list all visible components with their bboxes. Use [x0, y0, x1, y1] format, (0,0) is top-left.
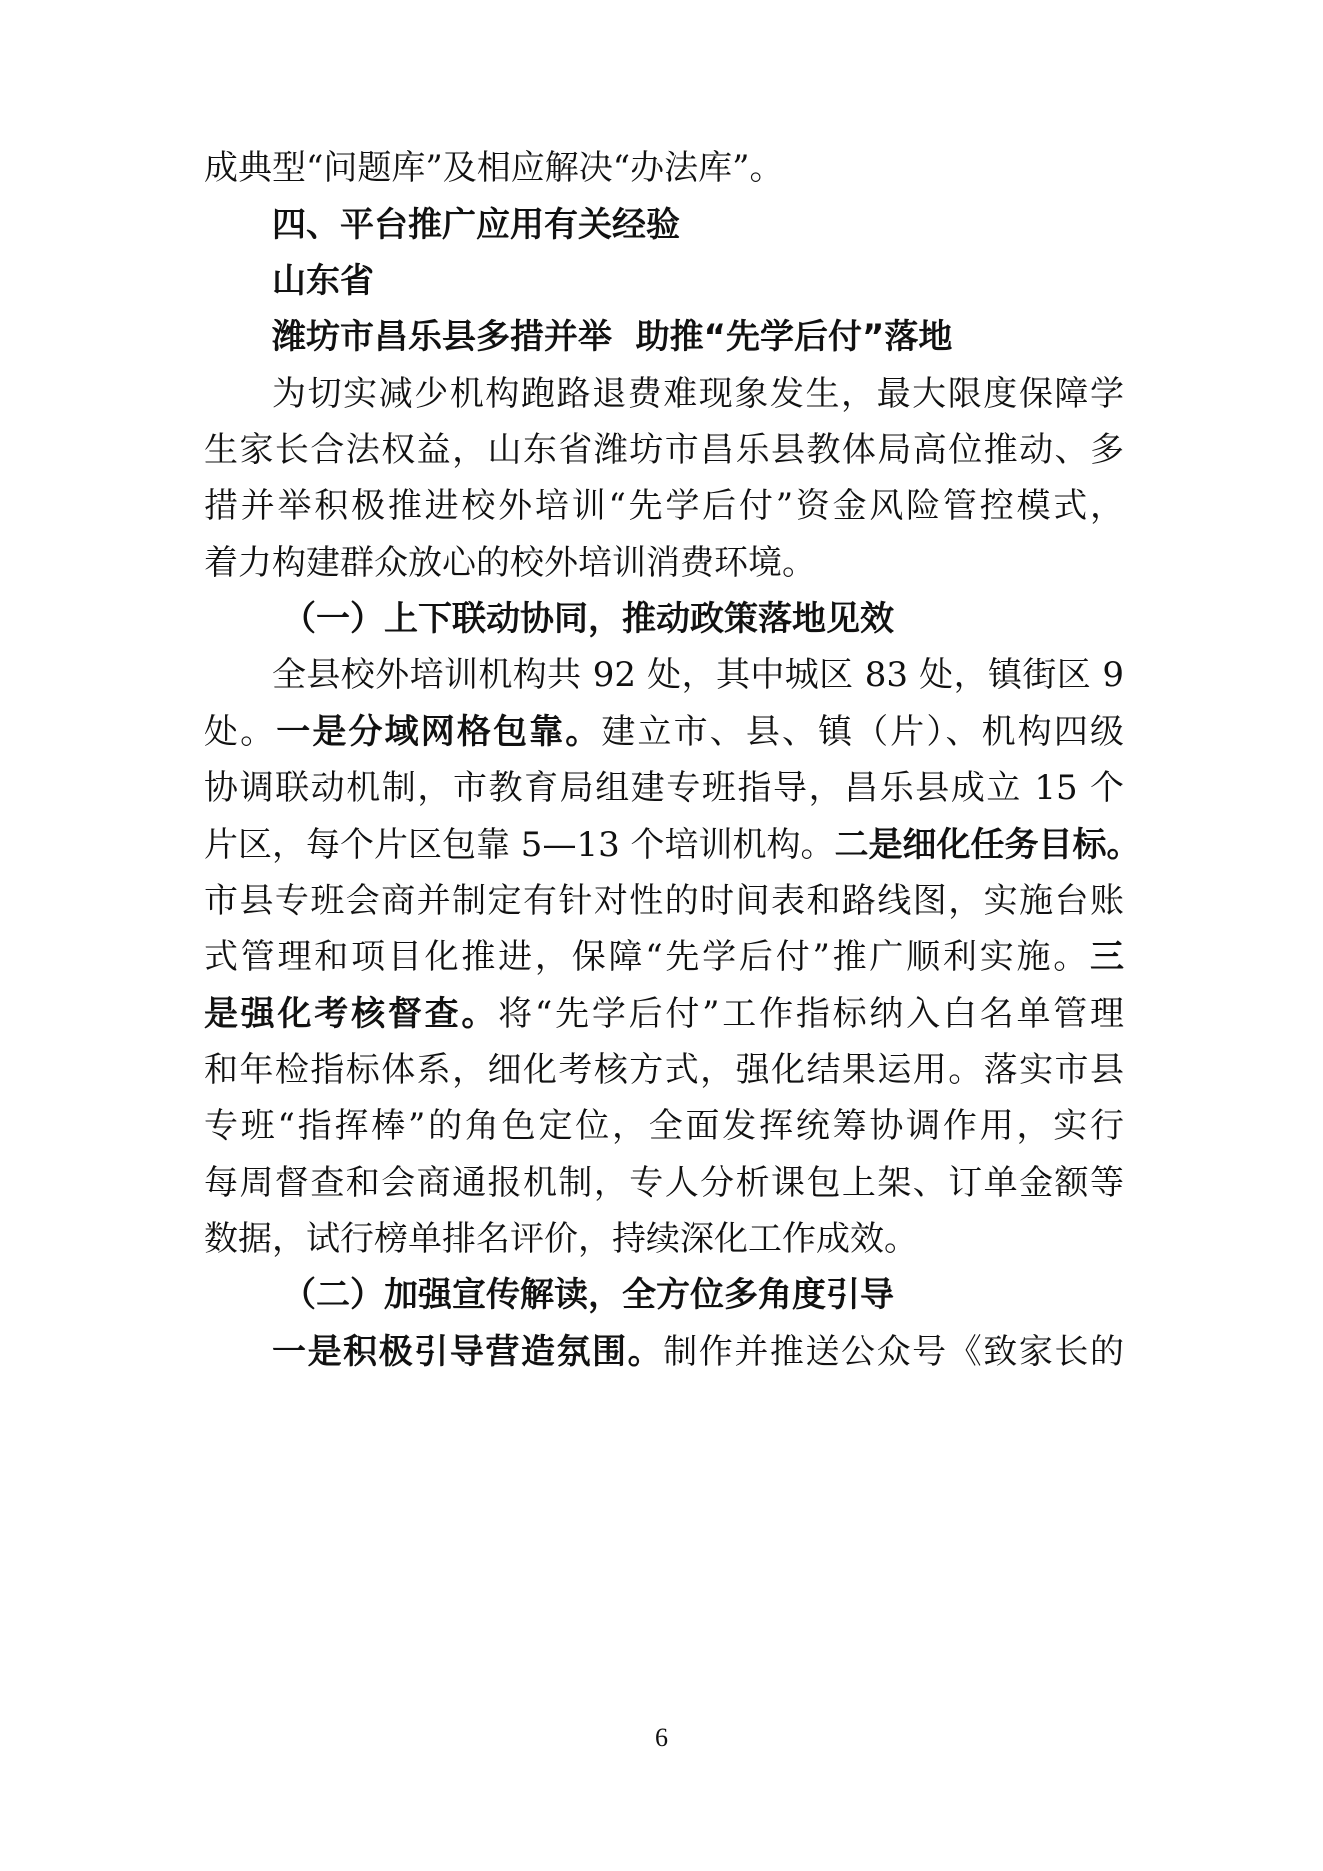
subsection-heading: （二）加强宣传解读，全方位多角度引导: [282, 1275, 894, 1315]
paragraph-line: 措并举积极推进校外培训“先学后付”资金风险管控模式，: [204, 486, 1124, 526]
paragraph-line: 和年检指标体系，细化考核方式，强化结果运用。落实市县: [204, 1050, 1124, 1090]
paragraph-line: 专班“指挥棒”的角色定位，全面发挥统筹协调作用，实行: [204, 1106, 1124, 1146]
province-heading: 山东省: [272, 261, 374, 301]
paragraph-line: 处。一是分域网格包靠。建立市、县、镇（片）、机构四级: [204, 712, 1125, 752]
paragraph-line: 数据，试行榜单排名评价，持续深化工作成效。: [204, 1219, 918, 1259]
key-point: 一是积极引导营造氛围。: [272, 1332, 664, 1372]
paragraph-line: 式管理和项目化推进，保障“先学后付”推广顺利实施。三: [204, 937, 1124, 977]
paragraph-line: 一是积极引导营造氛围。制作并推送公众号《致家长的: [272, 1332, 1125, 1372]
paragraph-line: 每周督查和会商通报机制，专人分析课包上架、订单金额等: [204, 1163, 1124, 1203]
article-title: 潍坊市昌乐县多措并举 助推“先学后付”落地: [272, 317, 953, 357]
key-point: 一是分域网格包靠。: [276, 712, 602, 752]
paragraph-line: 协调联动机制，市教育局组建专班指导，昌乐县成立 15 个: [204, 768, 1124, 808]
paragraph-line: 全县校外培训机构共 92 处，其中城区 83 处，镇街区 9: [272, 655, 1124, 695]
page-number: 6: [655, 1723, 668, 1752]
key-point: 是强化考核督查。: [204, 994, 499, 1034]
subsection-heading: （一）上下联动协同，推动政策落地见效: [282, 599, 894, 639]
paragraph-line: 着力构建群众放心的校外培训消费环境。: [204, 543, 816, 583]
paragraph-line: 片区，每个片区包靠 5—13 个培训机构。二是细化任务目标。: [204, 825, 1141, 865]
paragraph-line: 是强化考核督查。将“先学后付”工作指标纳入白名单管理: [204, 994, 1124, 1034]
paragraph-line: 成典型“问题库”及相应解决“办法库”。: [204, 148, 784, 188]
section-heading: 四、平台推广应用有关经验: [272, 205, 680, 245]
key-point: 二是细化任务目标。: [834, 825, 1141, 865]
paragraph-line: 为切实减少机构跑路退费难现象发生，最大限度保障学: [272, 374, 1124, 414]
paragraph-line: 生家长合法权益，山东省潍坊市昌乐县教体局高位推动、多: [204, 430, 1124, 470]
paragraph-line: 市县专班会商并制定有针对性的时间表和路线图，实施台账: [204, 881, 1124, 921]
key-point: 三: [1090, 937, 1124, 977]
